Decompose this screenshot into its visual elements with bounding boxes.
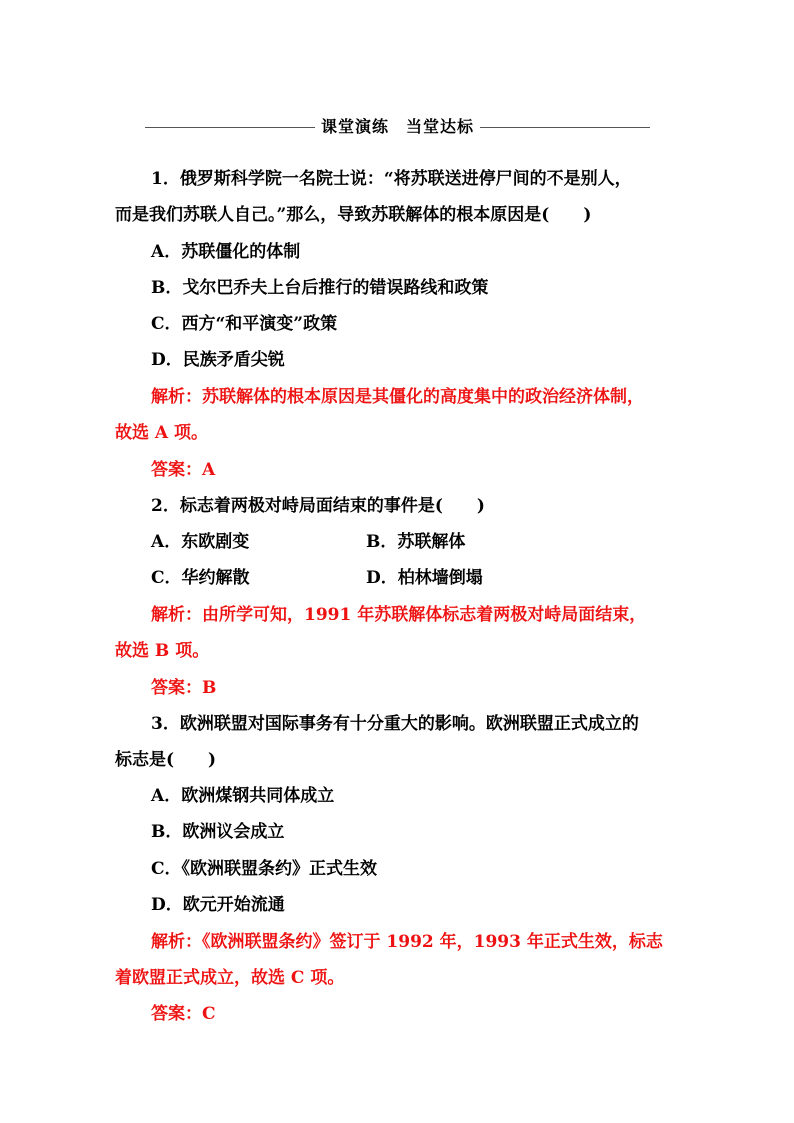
q2-answer-label: 答案： xyxy=(151,678,202,698)
q3-analysis-label: 解析： xyxy=(151,932,202,952)
q1-answer-value: A xyxy=(202,460,216,480)
header-rule-left xyxy=(145,127,315,128)
q3-stem-line2: 标志是( ) xyxy=(115,750,217,770)
q2-option-d: D．柏林墙倒塌 xyxy=(366,568,483,588)
q3-option-a: A．欧洲煤钢共同体成立 xyxy=(151,786,335,806)
section-title: 课堂演练 当堂达标 xyxy=(320,117,474,136)
q3-option-b: B．欧洲议会成立 xyxy=(151,822,285,842)
q2-option-c: C．华约解散 xyxy=(151,568,250,588)
q2-analysis-label: 解析： xyxy=(151,605,202,625)
q1-analysis-line1 xyxy=(0,385,794,409)
q2-answer-value: B xyxy=(202,678,217,698)
q1-analysis-label: 解析： xyxy=(151,387,202,407)
header-rule-right xyxy=(480,127,650,128)
q2-option-b: B．苏联解体 xyxy=(366,532,466,552)
q3-option-d: D．欧元开始流通 xyxy=(151,895,285,915)
q3-analysis-line1 xyxy=(0,930,794,954)
q2-analysis-line2: 故选 B 项。 xyxy=(115,641,210,661)
q2-answer xyxy=(0,676,794,700)
q3-answer xyxy=(0,1002,794,1026)
q1-stem-line2: 而是我们苏联人自己。”那么，导致苏联解体的根本原因是( ) xyxy=(115,205,592,225)
q1-analysis-line2: 故选 A 项。 xyxy=(115,423,209,443)
q2-option-a: A．东欧剧变 xyxy=(151,532,250,552)
q2-analysis-text: 由所学可知，1991 年苏联解体标志着两极对峙局面结束， xyxy=(202,605,647,625)
q1-option-b: B．戈尔巴乔夫上台后推行的错误路线和政策 xyxy=(151,278,489,298)
q3-answer-label: 答案： xyxy=(151,1004,202,1024)
q1-answer xyxy=(0,458,794,482)
q3-answer-value: C xyxy=(202,1004,216,1024)
q1-stem-line1: 1．俄罗斯科学院一名院士说：“将苏联送进停尸间的不是别人， xyxy=(151,169,632,189)
q3-analysis-text: 《欧洲联盟条约》签订于 1992 年，1993 年正式生效，标志 xyxy=(202,932,663,952)
q3-option-c: C．《欧洲联盟条约》正式生效 xyxy=(151,859,378,879)
section-header xyxy=(145,114,650,140)
q3-stem-line1: 3．欧洲联盟对国际事务有十分重大的影响。欧洲联盟正式成立的 xyxy=(151,714,639,734)
q1-answer-label: 答案： xyxy=(151,460,202,480)
q2-stem-line1: 2．标志着两极对峙局面结束的事件是( ) xyxy=(151,496,485,516)
q1-option-c: C．西方“和平演变”政策 xyxy=(151,314,338,334)
q1-option-a: A．苏联僵化的体制 xyxy=(151,242,301,262)
q2-analysis-line1 xyxy=(0,603,794,627)
q3-analysis-line2: 着欧盟正式成立，故选 C 项。 xyxy=(115,968,345,988)
q1-analysis-text: 苏联解体的根本原因是其僵化的高度集中的政治经济体制， xyxy=(202,387,644,407)
q1-option-d: D．民族矛盾尖锐 xyxy=(151,350,285,370)
